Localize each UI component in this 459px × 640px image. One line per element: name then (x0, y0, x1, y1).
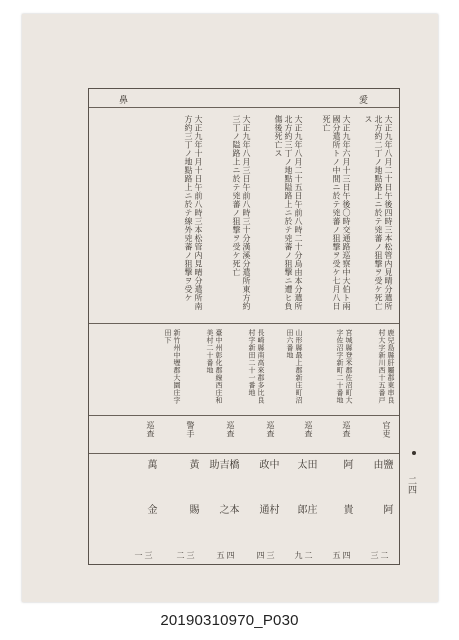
name-7: 萬 金 (145, 459, 156, 526)
rank-4: 巡查 (266, 421, 275, 438)
rank-rule (89, 415, 399, 416)
rank-7: 巡查 (146, 421, 155, 438)
domicile-rule (89, 323, 399, 324)
name-4: 中 村 政 通 (257, 459, 278, 549)
name-3: 田 庄 太 郎 (295, 459, 316, 549)
header-rule (89, 107, 399, 108)
age-5: 四五 (216, 551, 235, 560)
age-1: 二三 (370, 551, 389, 560)
age-2: 四五 (332, 551, 351, 560)
incident-2: 大正九年六月十三日午後〇時交通路巡察中大伯ト兩國分遣所トノ中間ニ於テ兇蕃ノ狙撃ヲ受ケ七月八日死亡 (322, 115, 351, 311)
page-number: 二四 (406, 476, 416, 494)
name-2: 阿 貴 (341, 459, 352, 526)
header-left-label: 鼻 (119, 96, 130, 106)
document-page (22, 14, 438, 602)
age-4: 三四 (256, 551, 275, 560)
domicile-4: 長崎縣南高來郡多比良村字新田二十一番地 (248, 329, 265, 404)
domicile-5: 臺中州彰化郡線西庄和美村二十番地 (206, 329, 223, 404)
age-6: 三二 (176, 551, 195, 560)
age-3: 二九 (294, 551, 313, 560)
name-6: 黃 賜 (187, 459, 198, 526)
rank-3: 巡查 (304, 421, 313, 438)
incident-1: 大正九年八月二十日午後四時三本松管内見晴分遣所北方約二丁ノ地點路上ニ於テ兇蕃ノ狙撃ヲ受ケ死亡ス (364, 115, 393, 311)
header-right-label: 愛 (358, 96, 369, 106)
incident-3: 大正九年八月二十五日午前八時二十分烏由本分遣所北方約三丁ノ地點隘路上ニ於テ兇蕃ノ狙撃ニ遭ヒ負傷後死亡ス (274, 115, 303, 311)
rank-1: 官吏 (382, 421, 391, 438)
rank-2: 巡查 (342, 421, 351, 438)
rank-6: 警手 (186, 421, 195, 438)
name-1: 鹽 阿 由 (371, 459, 392, 549)
age-7: 三一 (134, 551, 153, 560)
image-caption: 20190310970_P030 (160, 612, 299, 629)
name-5: 橋 本 吉 之 助 (207, 459, 238, 549)
domicile-1: 鹿兒島縣肝屬郡東串良村大字新川西十五番戸 (378, 329, 395, 404)
margin-dot (412, 451, 416, 455)
incident-5: 大正九年十月十日午前八時三本松管内見晴分遣所南方約三丁ノ地點路上ニ於テ線外兇蕃ノ狙撃ヲ受ケ (184, 115, 203, 311)
domicile-6: 新竹州中壢郡大園庄字田下 (164, 329, 181, 404)
name-rule (89, 453, 399, 454)
rank-5: 巡查 (226, 421, 235, 438)
domicile-3: 山形縣最上郡新庄町沼田六番地 (286, 329, 303, 404)
incident-4: 大正九年八月三日午前八時三十分漢溪分遣所東方約三丁ノ隘路上ニ於テ兇蕃ノ狙撃ヲ受ケ死亡 (232, 115, 251, 311)
domicile-2: 宮城縣登米郡佐沼町大字佐沼字新町二十番地 (336, 329, 353, 404)
record-table (88, 88, 400, 565)
